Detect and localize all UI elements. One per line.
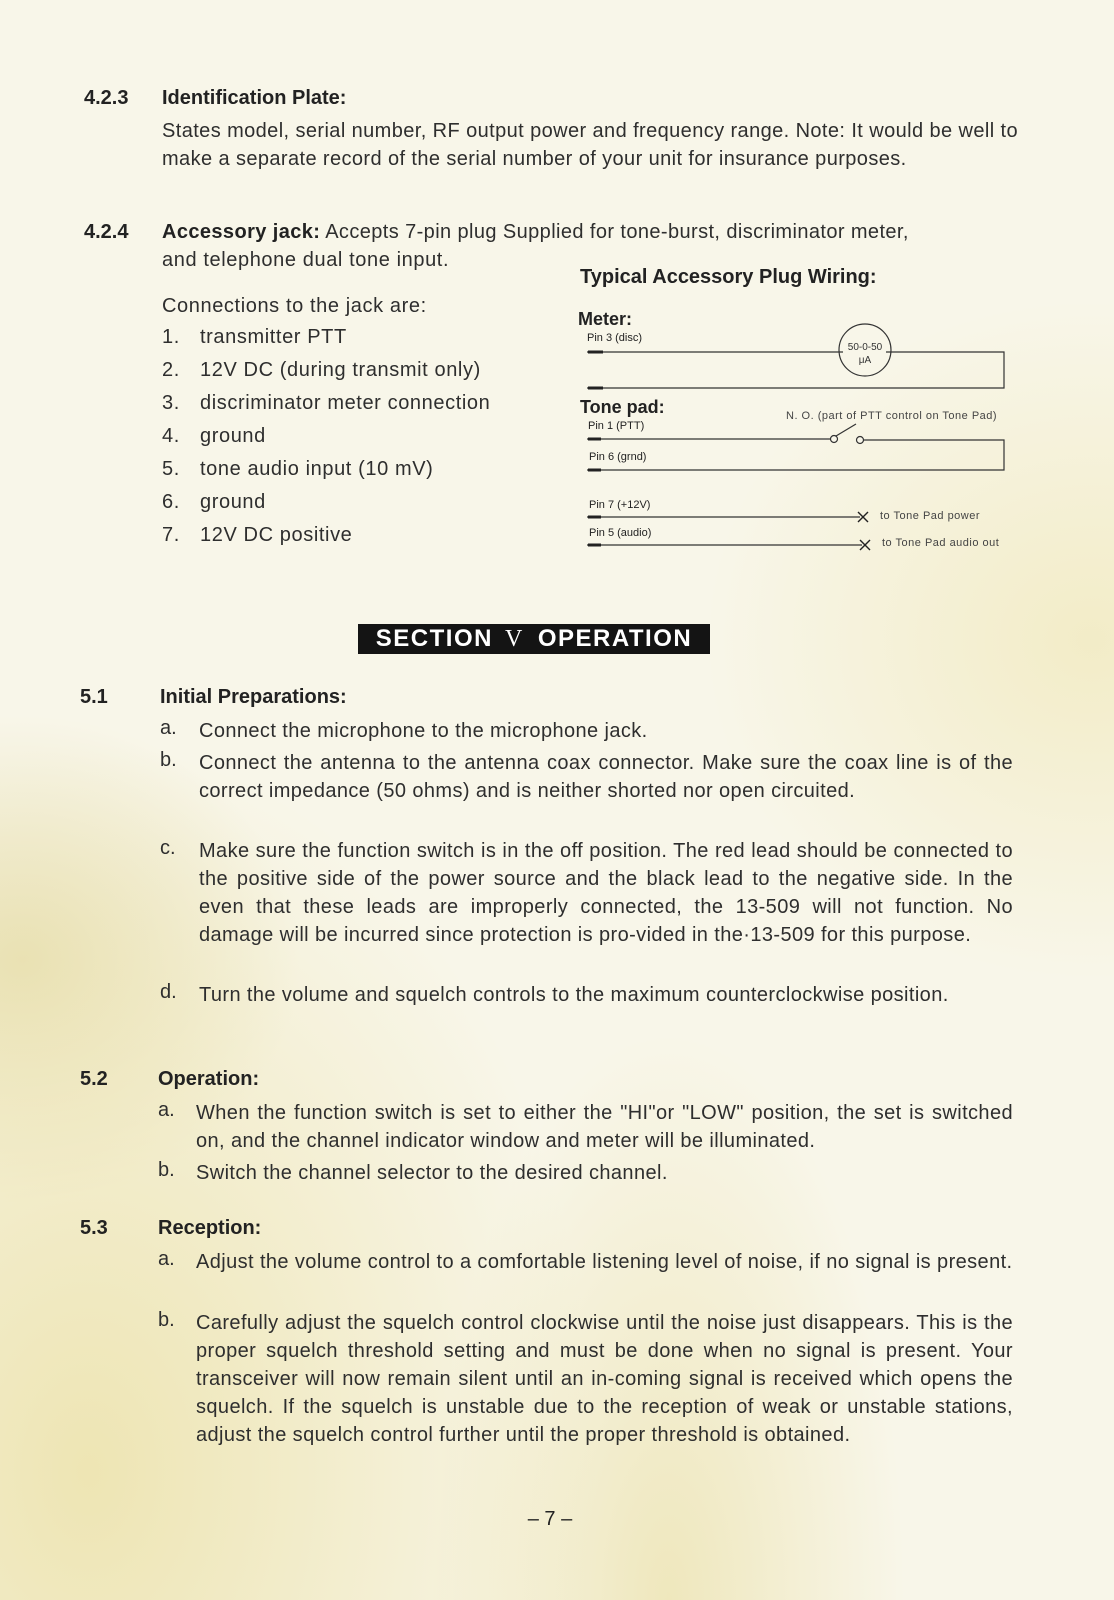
tonepad-label: Tone pad: bbox=[580, 397, 665, 417]
switch-note: N. O. (part of PTT control on Tone Pad) bbox=[786, 410, 998, 422]
item-letter: c. bbox=[160, 837, 176, 859]
switch-contact bbox=[831, 436, 838, 443]
pin-label: Pin 7 (+12V) bbox=[589, 499, 651, 511]
section-heading: Reception: bbox=[158, 1217, 262, 1239]
item-letter: a. bbox=[158, 1099, 175, 1121]
identification-plate-text: States model, serial number, RF output power and frequency range. Note: It would be well to make a separate record of the serial number of your unit for insurance purposes. bbox=[162, 120, 1018, 170]
section-heading: Accessory jack: bbox=[162, 221, 321, 243]
section-heading: Initial Preparations: bbox=[160, 686, 347, 708]
diagram-title: Typical Accessory Plug Wiring: bbox=[580, 266, 877, 288]
item-text: Adjust the volume control to a comfortable listening level of noise, if no signal is present. bbox=[196, 1251, 1013, 1273]
item-letter: b. bbox=[158, 1159, 175, 1181]
section-word: SECTION bbox=[375, 625, 493, 652]
section-number: 5.1 bbox=[80, 686, 108, 708]
accessory-jack-line2: and telephone dual tone input. bbox=[162, 249, 450, 271]
ptt-return-wire bbox=[587, 440, 1004, 470]
pin-label: Pin 1 (PTT) bbox=[588, 420, 645, 432]
section-number: 5.3 bbox=[80, 1217, 108, 1239]
item-text: Turn the volume and squelch controls to the maximum counterclockwise position. bbox=[199, 984, 949, 1006]
pin5-destination: to Tone Pad audio out bbox=[882, 537, 1000, 549]
section-number: 4.2.4 bbox=[84, 221, 129, 243]
meter-label: Meter: bbox=[578, 309, 633, 329]
page-number: – 7 – bbox=[527, 1508, 573, 1530]
item-letter: b. bbox=[160, 749, 177, 771]
section-heading: Identification Plate: bbox=[162, 87, 347, 109]
item-text: When the function switch is set to either the "HI"or "LOW" position, the set is switched on, and the channel indicator window and meter will be illuminated. bbox=[196, 1102, 1013, 1152]
switch-contact bbox=[857, 437, 864, 444]
item-letter: d. bbox=[160, 981, 177, 1003]
item-letter: a. bbox=[160, 717, 177, 739]
pin-label: Pin 3 (disc) bbox=[587, 332, 643, 344]
meter-unit: μA bbox=[858, 355, 872, 366]
connections-intro: Connections to the jack are: bbox=[162, 295, 427, 317]
wiring-diagram bbox=[0, 0, 1114, 600]
accessory-jack-text: Accepts 7-pin plug Supplied for tone-burst, discriminator meter, bbox=[325, 221, 909, 243]
section-heading: Operation: bbox=[158, 1068, 260, 1090]
pin7-destination: to Tone Pad power bbox=[880, 510, 981, 522]
item-letter: b. bbox=[158, 1309, 175, 1331]
item-text: Make sure the function switch is in the off position. The red lead should be connected to the positive side of the power source and the black lead to the negative side. In the even that these leads are improperly connected, the 13-509 will not function. No damage will be incurred since protection is pro-vided in the·13-509 for this purpose. bbox=[199, 840, 1013, 946]
pin-label: Pin 6 (grnd) bbox=[589, 451, 647, 463]
pin-label: Pin 5 (audio) bbox=[589, 527, 652, 539]
item-text: Connect the microphone to the microphone jack. bbox=[199, 720, 648, 742]
item-letter: a. bbox=[158, 1248, 175, 1270]
section-roman-numeral: V bbox=[504, 625, 524, 652]
section-banner bbox=[358, 624, 710, 654]
section-number: 5.2 bbox=[80, 1068, 108, 1090]
item-text: Connect the antenna to the antenna coax connector. Make sure the coax line is of the correct impedance (50 ohms) and is neither shorted nor open circuited. bbox=[199, 752, 1013, 802]
item-text: Carefully adjust the squelch control clockwise until the noise just disappears. This is the proper squelch threshold setting and must be done when no signal is present. Your transceiver will now remain silent until an in-coming signal is received which opens the squelch. If the squelch is unstable due to the reception of weak or unstable stations, adjust the squelch control further until the proper threshold is obtained. bbox=[196, 1312, 1013, 1446]
section-title: OPERATION bbox=[537, 625, 693, 652]
item-text: Switch the channel selector to the desired channel. bbox=[196, 1162, 668, 1184]
meter-circle bbox=[839, 324, 891, 376]
section-number: 4.2.3 bbox=[84, 87, 129, 109]
meter-wire-return bbox=[587, 352, 1004, 388]
meter-value: 50-0-50 bbox=[847, 342, 883, 353]
